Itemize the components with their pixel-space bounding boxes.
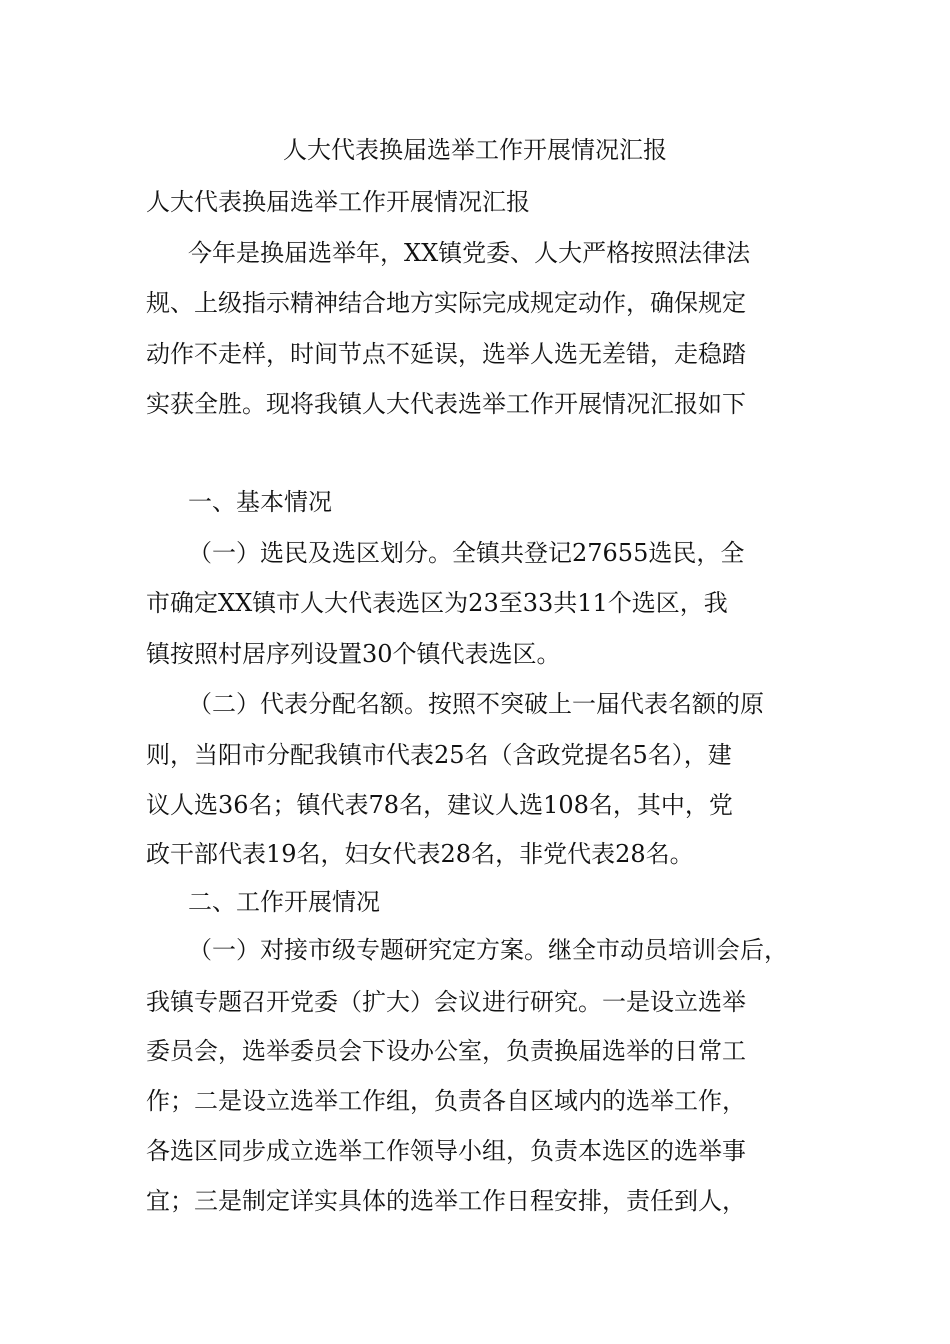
paragraph-plan-line-3: 委员会，选举委员会下设办公室，负责换届选举的日常工 (146, 1037, 746, 1065)
section-heading-basic: 一、基本情况 (188, 488, 332, 516)
paragraph-plan-line-4: 作；二是设立选举工作组，负责各自区域内的选举工作， (146, 1087, 746, 1115)
paragraph-voters-line-2: 市确定XX镇市人大代表选区为23至33共11个选区，我 (146, 589, 728, 617)
document-title: 人大代表换届选举工作开展情况汇报 (283, 136, 667, 164)
paragraph-intro-line-1: 今年是换届选举年，XX镇党委、人大严格按照法律法 (188, 239, 751, 267)
paragraph-quota-line-2: 则，当阳市分配我镇市代表25名（含政党提名5名），建 (146, 741, 732, 769)
paragraph-quota-line-4: 政干部代表19名，妇女代表28名，非党代表28名。 (146, 840, 694, 868)
paragraph-voters-line-3: 镇按照村居序列设置30个镇代表选区。 (146, 640, 561, 668)
paragraph-intro-line-2: 规、上级指示精神结合地方实际完成规定动作，确保规定 (146, 289, 746, 317)
paragraph-quota-line-3: 议人选36名；镇代表78名，建议人选108名，其中，党 (146, 791, 733, 819)
paragraph-plan-line-6: 宜；三是制定详实具体的选举工作日程安排，责任到人， (146, 1187, 746, 1215)
paragraph-intro-line-4: 实获全胜。现将我镇人大代表选举工作开展情况汇报如下 (146, 390, 746, 418)
paragraph-plan-line-1: （一）对接市级专题研究定方案。继全市动员培训会后， (188, 936, 788, 964)
paragraph-intro-line-3: 动作不走样，时间节点不延误，选举人选无差错，走稳踏 (146, 340, 746, 368)
paragraph-quota-line-1: （二）代表分配名额。按照不突破上一届代表名额的原 (188, 690, 764, 718)
paragraph-plan-line-5: 各选区同步成立选举工作领导小组，负责本选区的选举事 (146, 1137, 746, 1165)
paragraph-plan-line-2: 我镇专题召开党委（扩大）会议进行研究。一是设立选举 (146, 988, 746, 1016)
paragraph-voters-line-1: （一）选民及选区划分。全镇共登记27655选民，全 (188, 539, 745, 567)
section-heading-work: 二、工作开展情况 (188, 888, 380, 916)
document-subtitle: 人大代表换届选举工作开展情况汇报 (146, 188, 530, 216)
